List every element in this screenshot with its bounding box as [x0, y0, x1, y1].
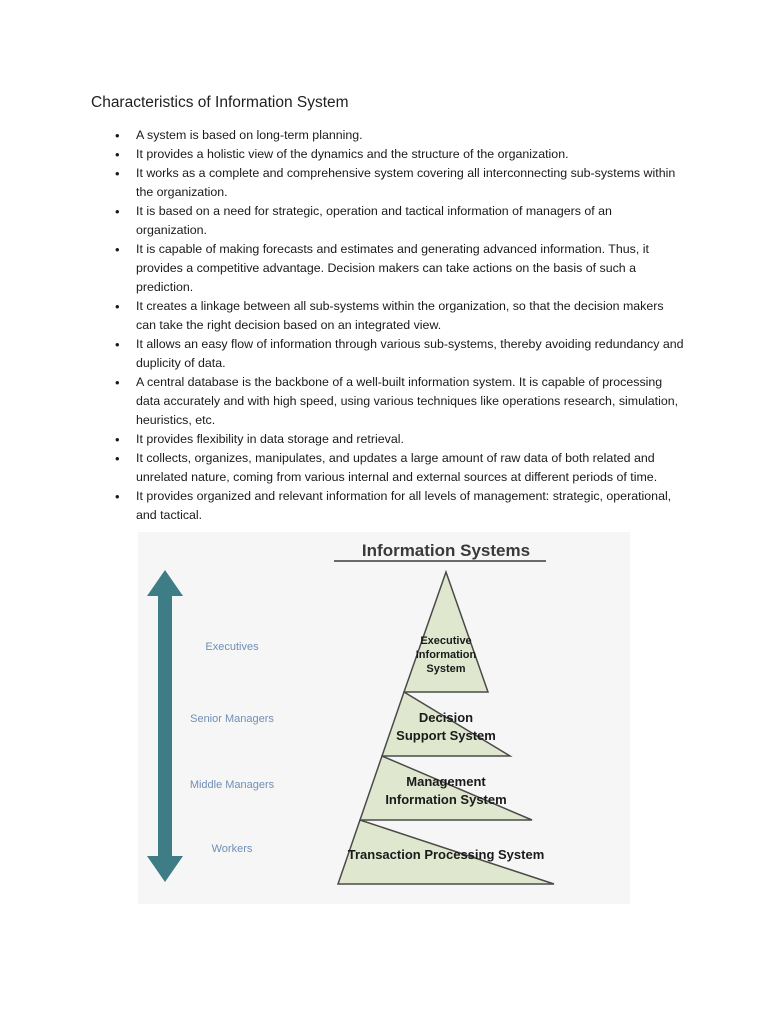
system-label-eis-line1: Executive	[420, 635, 472, 647]
list-item: • A system is based on long-term planning.	[115, 126, 685, 145]
system-label-eis-line3: System	[426, 663, 466, 675]
list-item: • It creates a linkage between all sub-systems within the organization, so that the decision makers can take the right decision based on an integrated view.	[115, 297, 685, 335]
list-item: • It provides flexibility in data storage and retrieval.	[115, 430, 685, 449]
system-label-dss-line2: Support System	[396, 728, 496, 743]
list-item: • It is based on a need for strategic, operation and tactical information of managers of an organization.	[115, 202, 685, 240]
role-label-middle-managers: Middle Managers	[189, 779, 275, 791]
role-label-senior-managers: Senior Managers	[190, 713, 274, 725]
system-label-eis-line2: Information	[415, 649, 477, 661]
system-label-mis-line2: Information System	[385, 792, 507, 807]
list-item: • It collects, organizes, manipulates, and updates a large amount of raw data of both related and unrelated nature, coming from various internal and external sources at different periods of time.	[115, 449, 685, 487]
list-item: • It provides organized and relevant information for all levels of management: strategic, operational, and tactical.	[115, 487, 685, 525]
list-item: • A central database is the backbone of a well-built information system. It is capable of processing data accurately and with high speed, using various techniques like operations research, simulation, heuristics, etc.	[115, 373, 685, 430]
page-title: Characteristics of Information System	[91, 94, 349, 111]
system-label-mis-line1: Management	[406, 774, 486, 789]
diagram-title: Information Systems	[361, 541, 531, 560]
system-label-tps: Transaction Processing System	[347, 847, 545, 862]
role-label-workers: Workers	[211, 843, 253, 855]
pyramid-figure	[138, 532, 630, 904]
list-item: • It provides a holistic view of the dynamics and the structure of the organization.	[115, 145, 685, 164]
list-item: • It is capable of making forecasts and estimates and generating advanced information. Thus, it provides a competitive advantage. Decision makers can take actions on the basis of such a prediction.	[115, 240, 685, 297]
role-label-executives: Executives	[205, 641, 259, 653]
list-item: • It works as a complete and comprehensive system covering all interconnecting sub-systems within the organization.	[115, 164, 685, 202]
information-systems-diagram	[138, 532, 630, 904]
list-item: • It allows an easy flow of information through various sub-systems, thereby avoiding redundancy and duplicity of data.	[115, 335, 685, 373]
characteristics-list	[115, 126, 685, 525]
system-label-dss-line1: Decision	[418, 710, 474, 725]
